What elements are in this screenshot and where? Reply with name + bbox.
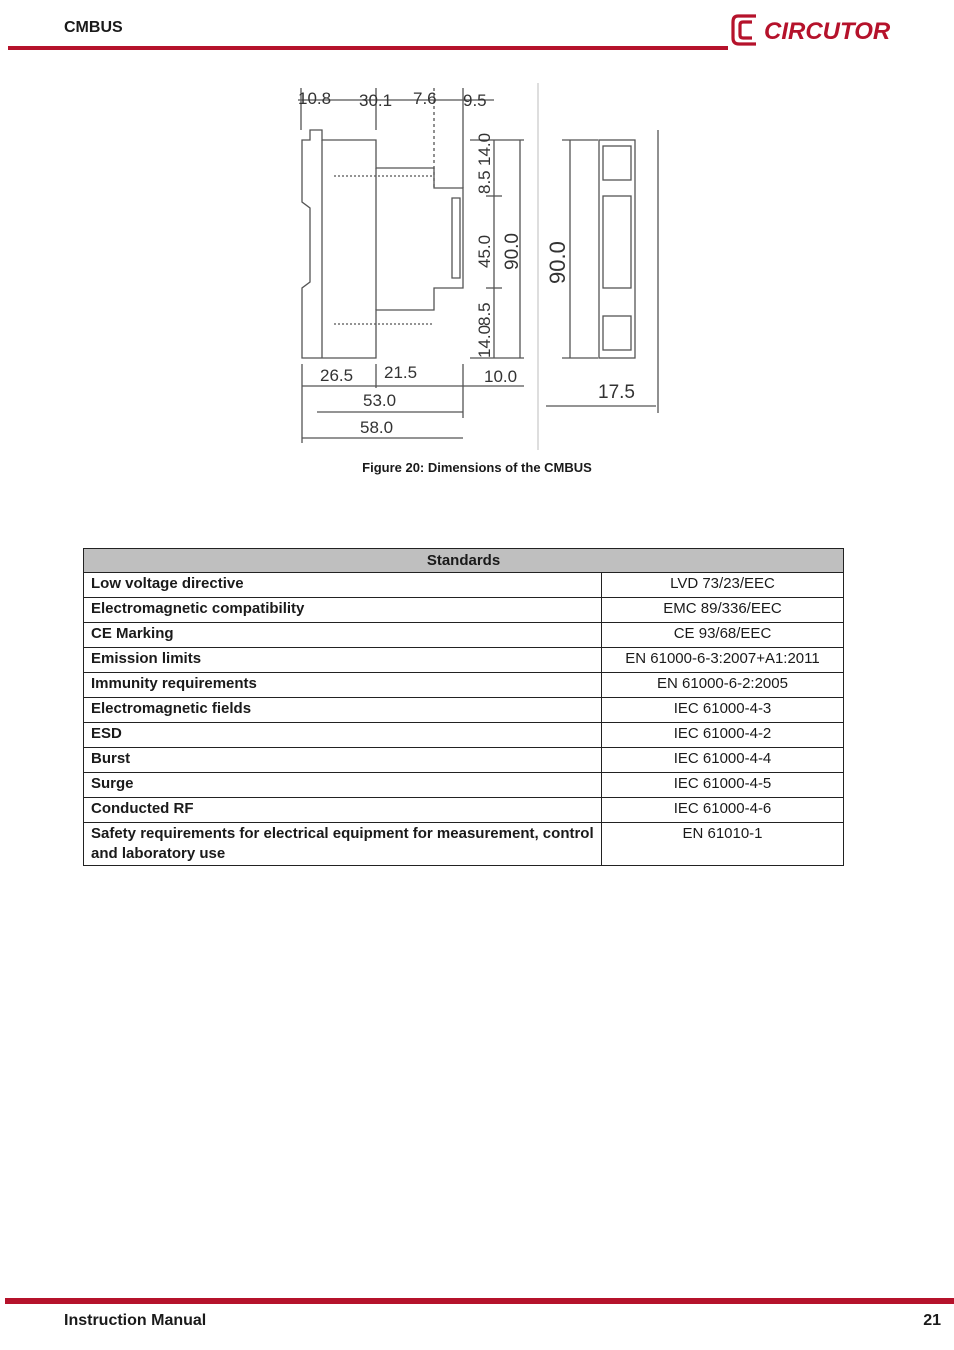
standard-value: CE 93/68/EEC bbox=[602, 623, 844, 648]
table-row bbox=[84, 623, 844, 648]
table-row bbox=[84, 648, 844, 673]
standard-value: LVD 73/23/EEC bbox=[602, 573, 844, 598]
dim-width-total: 58.0 bbox=[360, 418, 394, 437]
standard-value: EN 61000-6-2:2005 bbox=[602, 673, 844, 698]
dim-right-4: 8.5 bbox=[475, 302, 494, 326]
standard-value: IEC 61000-4-3 bbox=[602, 698, 844, 723]
page-number: 21 bbox=[923, 1312, 941, 1329]
standard-label: Safety requirements for electrical equipment for measurement, control and laboratory use bbox=[84, 823, 602, 866]
table-row bbox=[84, 573, 844, 598]
figure-caption: Figure 20: Dimensions of the CMBUS bbox=[362, 460, 592, 475]
standard-value: EN 61010-1 bbox=[602, 823, 844, 866]
standard-value: IEC 61000-4-5 bbox=[602, 773, 844, 798]
dim-right-1: 14.0 bbox=[475, 132, 494, 166]
dim-bottom-2: 21.5 bbox=[384, 363, 418, 382]
standard-value: EN 61000-6-3:2007+A1:2011 bbox=[602, 648, 844, 673]
standard-value: EMC 89/336/EEC bbox=[602, 598, 844, 623]
brand-wordmark: CIRCUTOR bbox=[764, 18, 891, 45]
table-row bbox=[84, 598, 844, 623]
table-row bbox=[84, 823, 844, 866]
dim-side-width: 17.5 bbox=[598, 382, 635, 403]
dim-height-inner: 90.0 bbox=[502, 233, 523, 270]
dim-side-height: 90.0 bbox=[545, 241, 570, 284]
dim-right-3: 45.0 bbox=[475, 234, 494, 268]
standard-label: Electromagnetic fields bbox=[84, 698, 602, 723]
standard-label: Low voltage directive bbox=[84, 573, 602, 598]
table-row bbox=[84, 723, 844, 748]
standard-label: Electromagnetic compatibility bbox=[84, 598, 602, 623]
dim-top-4: 9.5 bbox=[463, 91, 487, 110]
table-header: Standards bbox=[84, 549, 844, 573]
circutor-logo-icon bbox=[733, 16, 756, 44]
standard-value: IEC 61000-4-2 bbox=[602, 723, 844, 748]
standard-label: Burst bbox=[84, 748, 602, 773]
footer-rule bbox=[5, 1298, 954, 1304]
dim-bottom-3: 10.0 bbox=[484, 367, 518, 386]
standard-label: Conducted RF bbox=[84, 798, 602, 823]
dimensions-drawing bbox=[262, 78, 672, 450]
footer-label: Instruction Manual bbox=[64, 1312, 207, 1329]
dim-top-1: 10.8 bbox=[298, 89, 332, 108]
table-header-row bbox=[84, 549, 844, 573]
standard-label: Emission limits bbox=[84, 648, 602, 673]
standards-table bbox=[83, 548, 844, 866]
standard-label: Immunity requirements bbox=[84, 673, 602, 698]
table-row bbox=[84, 798, 844, 823]
dim-top-3: 7.6 bbox=[413, 89, 437, 108]
circutor-logo bbox=[728, 8, 910, 48]
dim-top-2: 30.1 bbox=[359, 91, 393, 110]
header-title: CMBUS bbox=[64, 19, 123, 36]
table-row bbox=[84, 773, 844, 798]
table-row bbox=[84, 748, 844, 773]
table-row bbox=[84, 673, 844, 698]
standard-label: ESD bbox=[84, 723, 602, 748]
dim-bottom-1: 26.5 bbox=[320, 366, 354, 385]
standard-value: IEC 61000-4-4 bbox=[602, 748, 844, 773]
dim-width-mid: 53.0 bbox=[363, 391, 397, 410]
standard-value: IEC 61000-4-6 bbox=[602, 798, 844, 823]
standard-label: Surge bbox=[84, 773, 602, 798]
table-row bbox=[84, 698, 844, 723]
header-rule bbox=[8, 46, 728, 50]
standard-label: CE Marking bbox=[84, 623, 602, 648]
dim-right-5: 14.0 bbox=[475, 324, 494, 358]
dim-right-2: 8.5 bbox=[475, 170, 494, 194]
